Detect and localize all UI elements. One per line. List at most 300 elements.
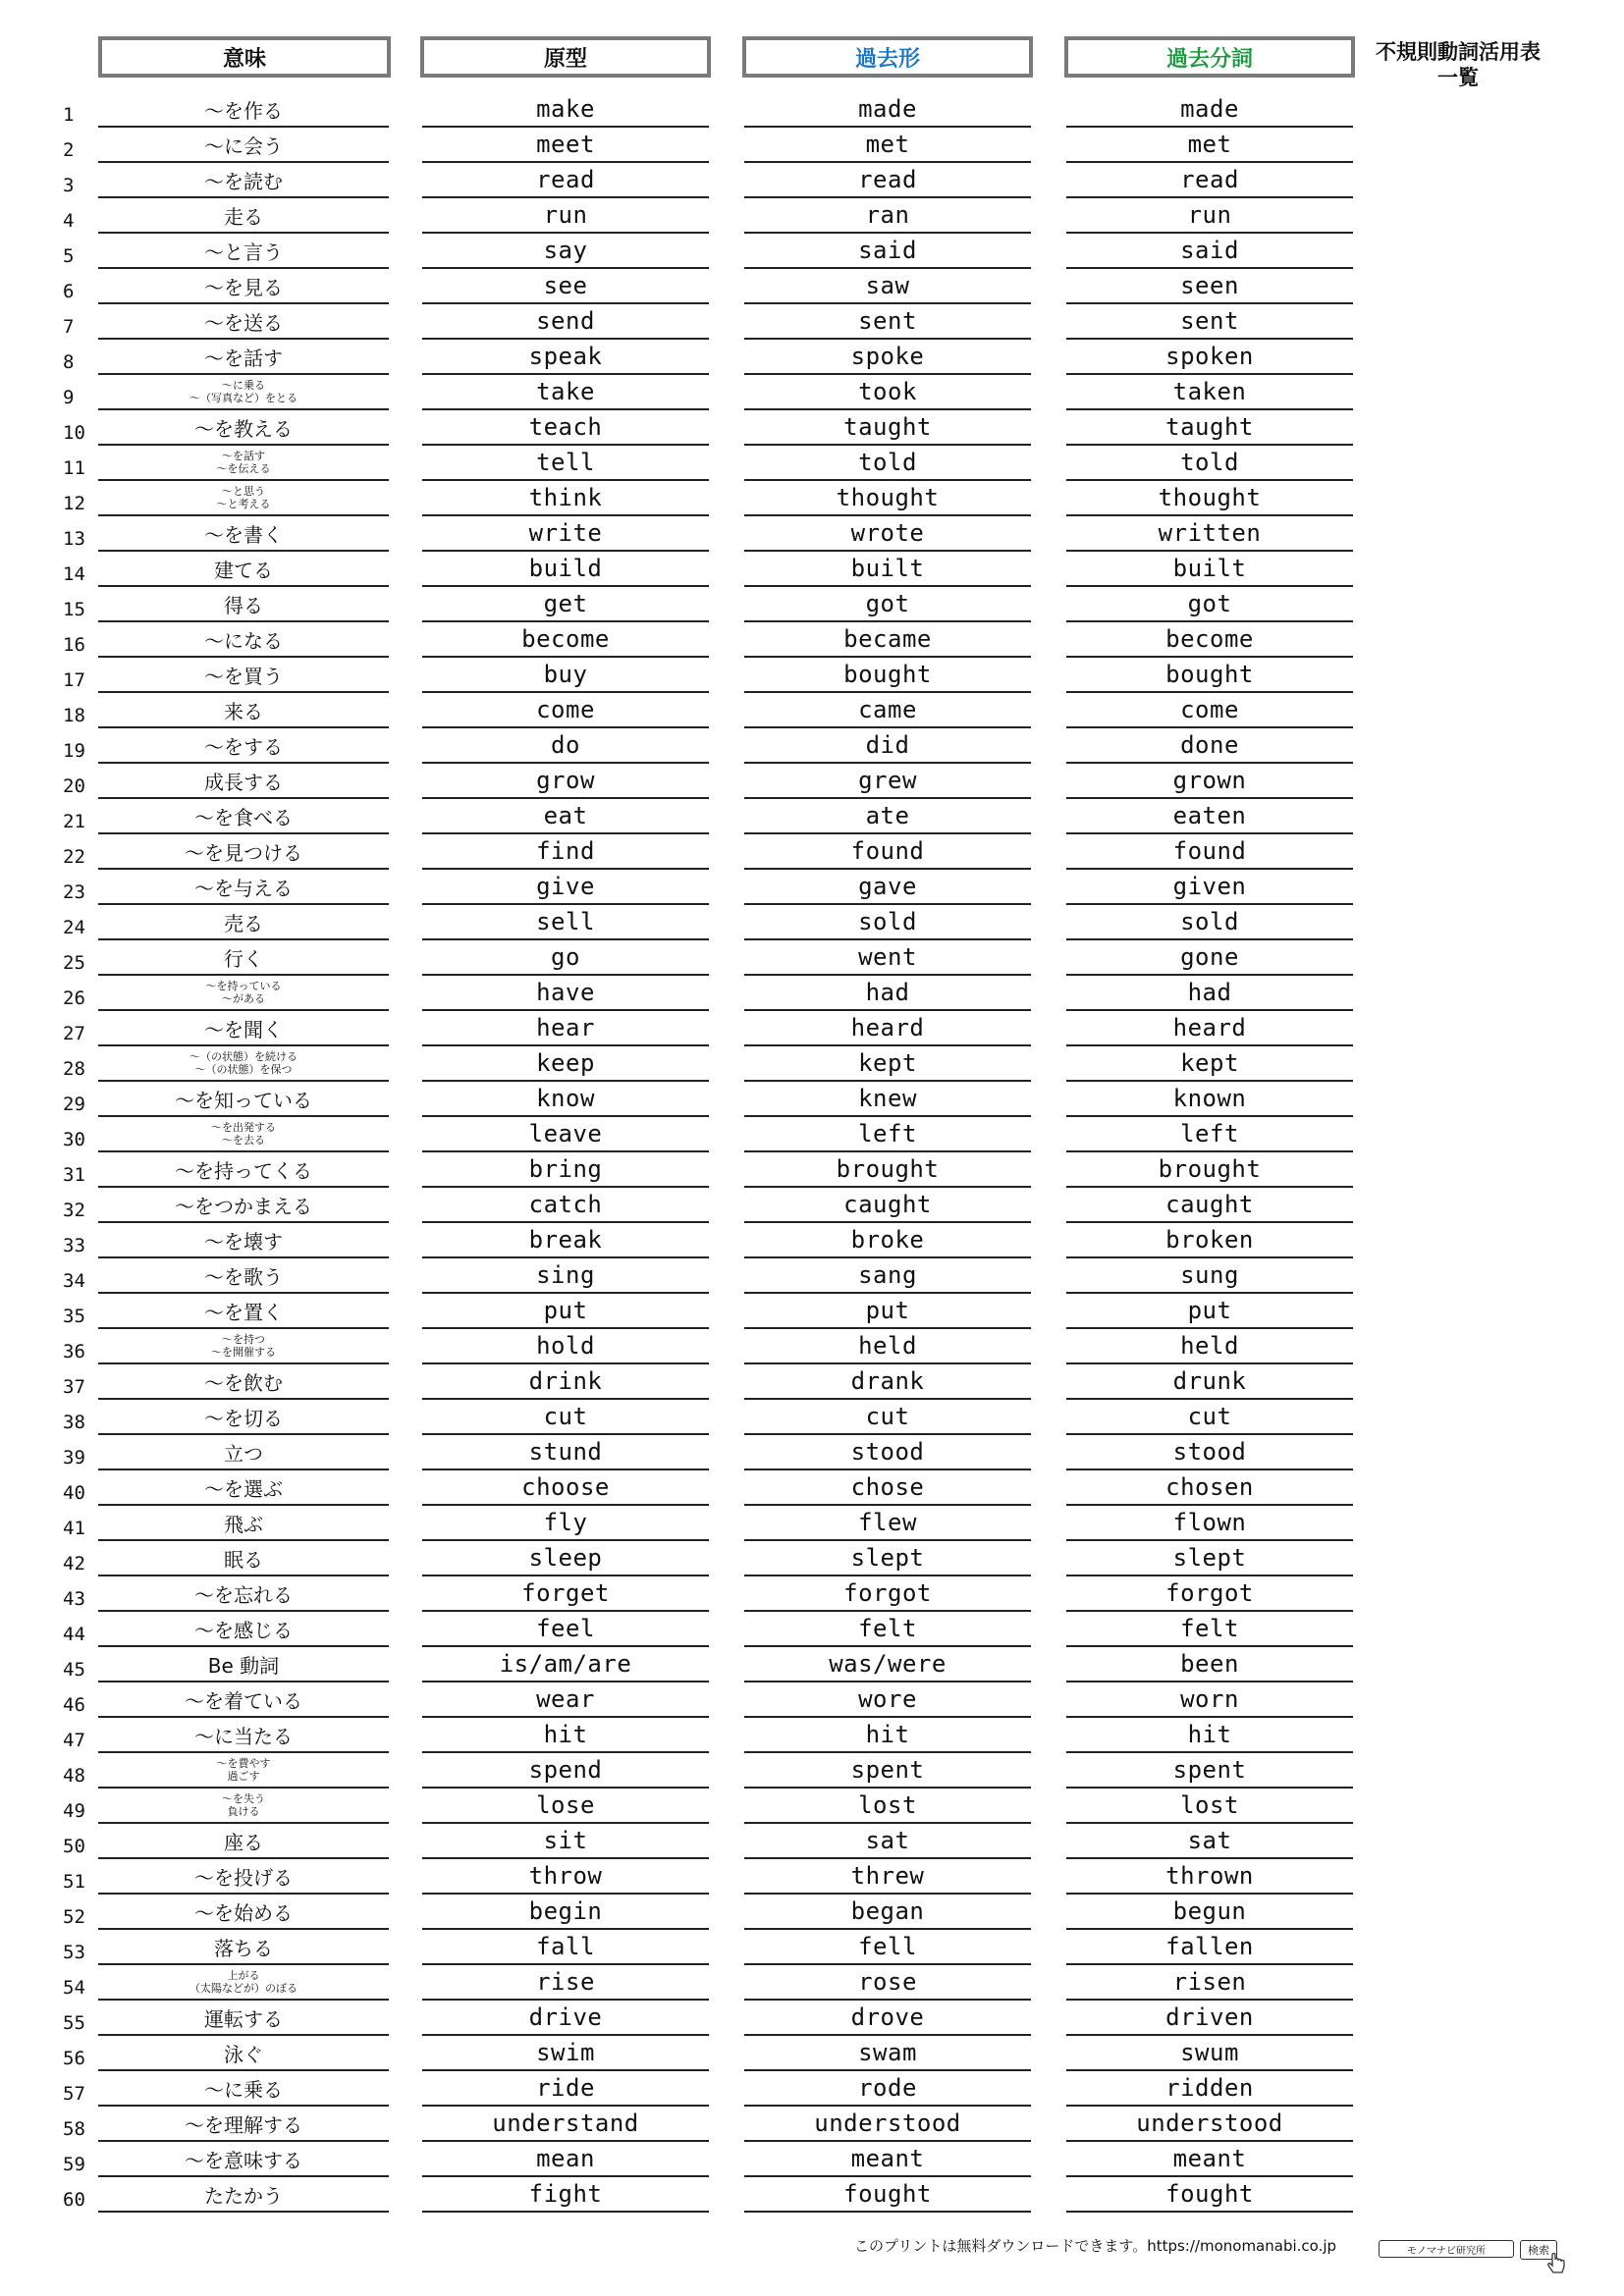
- meaning-cell: [98, 693, 389, 728]
- row-number: 23: [63, 881, 85, 903]
- base-form-cell: rise: [422, 1965, 709, 2001]
- meaning-text: ～を教える: [194, 416, 293, 441]
- base-form-cell: sing: [422, 1258, 709, 1294]
- meaning-text: ～を忘れる: [194, 1582, 293, 1607]
- meaning-text: ～に会う: [204, 133, 283, 158]
- base-form-cell: catch: [422, 1188, 709, 1223]
- past-cell: heard: [744, 1011, 1031, 1046]
- meaning-cell: [98, 905, 389, 940]
- table-row: [0, 2177, 1624, 2213]
- past-participle-cell: driven: [1066, 2001, 1353, 2036]
- row-number: 44: [63, 1624, 85, 1645]
- past-participle-cell: chosen: [1066, 1470, 1353, 1506]
- base-form-cell: bring: [422, 1152, 709, 1188]
- row-number: 52: [63, 1906, 85, 1928]
- row-number: 43: [63, 1588, 85, 1610]
- past-cell: said: [744, 234, 1031, 269]
- row-number: 54: [63, 1977, 85, 1999]
- base-form-cell: know: [422, 1082, 709, 1117]
- past-cell: told: [744, 446, 1031, 481]
- past-cell: found: [744, 834, 1031, 870]
- past-participle-cell: sold: [1066, 905, 1353, 940]
- table-row: [0, 1046, 1624, 1082]
- past-participle-cell: hit: [1066, 1718, 1353, 1753]
- row-number: 6: [63, 281, 75, 302]
- row-number: 4: [63, 210, 75, 232]
- table-row: [0, 269, 1624, 304]
- past-cell: had: [744, 976, 1031, 1011]
- past-cell: understood: [744, 2107, 1031, 2142]
- row-number: 28: [63, 1058, 85, 1080]
- row-number: 22: [63, 846, 85, 868]
- past-cell: read: [744, 163, 1031, 198]
- meaning-text: ～になる: [204, 628, 283, 653]
- past-cell: ran: [744, 198, 1031, 234]
- past-cell: fell: [744, 1930, 1031, 1965]
- table-row: [0, 234, 1624, 269]
- table-row: [0, 2107, 1624, 2142]
- table-row: [0, 1682, 1624, 1718]
- past-cell: thought: [744, 481, 1031, 516]
- meaning-text: ～を着ている: [185, 1688, 302, 1713]
- past-cell: got: [744, 587, 1031, 622]
- meaning-cell: [98, 2142, 389, 2177]
- site-logo[interactable]: モノマナビ研究所: [1379, 2240, 1514, 2258]
- meaning-text: ～に当たる: [194, 1724, 293, 1748]
- meaning-cell: [98, 1612, 389, 1647]
- base-form-cell: understand: [422, 2107, 709, 2142]
- base-form-cell: sell: [422, 905, 709, 940]
- meaning-cell: [98, 1718, 389, 1753]
- meaning-cell: [98, 1895, 389, 1930]
- past-participle-cell: taken: [1066, 375, 1353, 410]
- meaning-cell: [98, 269, 389, 304]
- meaning-text: 得る: [224, 593, 263, 617]
- past-participle-cell: built: [1066, 552, 1353, 587]
- past-cell: was/were: [744, 1647, 1031, 1682]
- table-row: [0, 1152, 1624, 1188]
- meaning-text: 運転する: [204, 2006, 283, 2031]
- meaning-text: ～に乗る: [204, 2077, 283, 2102]
- meaning-text: ～を始める: [194, 1900, 293, 1925]
- past-cell: lost: [744, 1789, 1031, 1824]
- meaning-cell: [98, 1541, 389, 1576]
- meaning-text: ～を読む: [204, 169, 283, 193]
- row-number: 18: [63, 705, 85, 726]
- past-participle-cell: found: [1066, 834, 1353, 870]
- row-number: 53: [63, 1942, 85, 1963]
- past-participle-cell: worn: [1066, 1682, 1353, 1718]
- base-form-cell: sleep: [422, 1541, 709, 1576]
- meaning-cell: [98, 2071, 389, 2107]
- past-cell: bought: [744, 658, 1031, 693]
- meaning-text: 落ちる: [214, 1936, 273, 1960]
- meaning-cell: [98, 163, 389, 198]
- table-row: [0, 693, 1624, 728]
- meaning-cell: [98, 1223, 389, 1258]
- past-participle-cell: held: [1066, 1329, 1353, 1364]
- past-participle-cell: fought: [1066, 2177, 1353, 2213]
- table-row: [0, 1789, 1624, 1824]
- meaning-text: ～を持ってくる: [175, 1158, 312, 1183]
- table-row: [0, 1400, 1624, 1435]
- meaning-text: ～を切る: [204, 1406, 283, 1430]
- past-participle-cell: come: [1066, 693, 1353, 728]
- meaning-text: ～（写真など）をとる: [189, 392, 298, 404]
- past-cell: became: [744, 622, 1031, 658]
- meaning-text: ～を与える: [194, 876, 293, 900]
- meaning-text: ～を置く: [204, 1300, 283, 1324]
- base-form-cell: run: [422, 198, 709, 234]
- meaning-cell: [98, 1011, 389, 1046]
- header-base-form: 原型: [420, 36, 711, 78]
- past-participle-cell: slept: [1066, 1541, 1353, 1576]
- base-form-cell: make: [422, 92, 709, 128]
- base-form-cell: choose: [422, 1470, 709, 1506]
- past-participle-cell: known: [1066, 1082, 1353, 1117]
- base-form-cell: drive: [422, 2001, 709, 2036]
- row-number: 55: [63, 2012, 85, 2034]
- past-participle-cell: had: [1066, 976, 1353, 1011]
- past-cell: came: [744, 693, 1031, 728]
- row-number: 17: [63, 669, 85, 691]
- base-form-cell: eat: [422, 799, 709, 834]
- meaning-text: 来る: [224, 699, 263, 723]
- table-row: [0, 2036, 1624, 2071]
- row-number: 60: [63, 2189, 85, 2211]
- table-row: [0, 1895, 1624, 1930]
- base-form-cell: build: [422, 552, 709, 587]
- meaning-cell: [98, 410, 389, 446]
- meaning-text: ～と思う: [222, 485, 265, 498]
- past-cell: grew: [744, 764, 1031, 799]
- past-cell: drank: [744, 1364, 1031, 1400]
- meaning-text: 座る: [224, 1830, 263, 1854]
- meaning-cell: [98, 1258, 389, 1294]
- table-row: [0, 1541, 1624, 1576]
- meaning-text: ～を出発する: [211, 1121, 276, 1134]
- past-cell: went: [744, 940, 1031, 976]
- row-number: 59: [63, 2154, 85, 2175]
- table-row: [0, 340, 1624, 375]
- meaning-text: ～に乗る: [222, 379, 265, 392]
- past-cell: wrote: [744, 516, 1031, 552]
- base-form-cell: put: [422, 1294, 709, 1329]
- base-form-cell: wear: [422, 1682, 709, 1718]
- past-participle-cell: kept: [1066, 1046, 1353, 1082]
- past-participle-cell: grown: [1066, 764, 1353, 799]
- table-row: [0, 2001, 1624, 2036]
- meaning-text: 成長する: [204, 770, 283, 794]
- meaning-text: ～を歌う: [204, 1264, 283, 1289]
- past-participle-cell: drunk: [1066, 1364, 1353, 1400]
- past-cell: forgot: [744, 1576, 1031, 1612]
- table-row: [0, 1470, 1624, 1506]
- meaning-cell: [98, 1576, 389, 1612]
- past-cell: wore: [744, 1682, 1031, 1718]
- base-form-cell: get: [422, 587, 709, 622]
- meaning-cell: [98, 2107, 389, 2142]
- meaning-cell: [98, 1046, 389, 1082]
- meaning-cell: [98, 375, 389, 410]
- base-form-cell: say: [422, 234, 709, 269]
- past-participle-cell: become: [1066, 622, 1353, 658]
- meaning-text: ～を感じる: [194, 1618, 293, 1642]
- row-number: 33: [63, 1235, 85, 1256]
- sheet-title: [1367, 39, 1549, 90]
- meaning-text: ～を話す: [222, 450, 265, 462]
- past-participle-cell: gone: [1066, 940, 1353, 976]
- base-form-cell: swim: [422, 2036, 709, 2071]
- past-participle-cell: fallen: [1066, 1930, 1353, 1965]
- row-number: 34: [63, 1270, 85, 1292]
- past-participle-cell: sent: [1066, 304, 1353, 340]
- base-form-cell: fall: [422, 1930, 709, 1965]
- row-number: 8: [63, 351, 75, 373]
- base-form-cell: do: [422, 728, 709, 764]
- base-form-cell: hit: [422, 1718, 709, 1753]
- meaning-text: ～を食べる: [194, 805, 293, 829]
- base-form-cell: become: [422, 622, 709, 658]
- row-number: 19: [63, 740, 85, 762]
- past-cell: rode: [744, 2071, 1031, 2107]
- meaning-text: ～をつかまえる: [175, 1194, 312, 1218]
- table-row: [0, 163, 1624, 198]
- base-form-cell: buy: [422, 658, 709, 693]
- row-number: 38: [63, 1412, 85, 1433]
- table-row: [0, 410, 1624, 446]
- meaning-text: ～を選ぶ: [204, 1476, 283, 1501]
- meaning-cell: [98, 1364, 389, 1400]
- row-number: 50: [63, 1836, 85, 1857]
- base-form-cell: mean: [422, 2142, 709, 2177]
- table-row: [0, 1011, 1624, 1046]
- row-number: 37: [63, 1376, 85, 1398]
- meaning-text: 上がる: [227, 1969, 260, 1982]
- past-participle-cell: said: [1066, 234, 1353, 269]
- row-number: 58: [63, 2118, 85, 2140]
- meaning-text: ～を知っている: [175, 1088, 312, 1112]
- past-participle-cell: lost: [1066, 1789, 1353, 1824]
- past-cell: threw: [744, 1859, 1031, 1895]
- base-form-cell: meet: [422, 128, 709, 163]
- meaning-text: たたかう: [204, 2183, 283, 2208]
- table-row: [0, 1930, 1624, 1965]
- table-row: [0, 799, 1624, 834]
- meaning-cell: [98, 764, 389, 799]
- past-cell: left: [744, 1117, 1031, 1152]
- meaning-text: ～がある: [222, 992, 265, 1005]
- meaning-cell: [98, 1824, 389, 1859]
- row-number: 9: [63, 387, 75, 408]
- meaning-text: ～を失う: [222, 1792, 265, 1805]
- past-participle-cell: heard: [1066, 1011, 1353, 1046]
- past-participle-cell: meant: [1066, 2142, 1353, 2177]
- meaning-text: ～（の状態）を保つ: [194, 1063, 293, 1076]
- table-row: [0, 552, 1624, 587]
- table-row: [0, 834, 1624, 870]
- table-row: [0, 1753, 1624, 1789]
- row-number: 56: [63, 2048, 85, 2069]
- meaning-cell: [98, 1682, 389, 1718]
- meaning-text: ～を持つ: [222, 1333, 265, 1346]
- base-form-cell: go: [422, 940, 709, 976]
- base-form-cell: stund: [422, 1435, 709, 1470]
- meaning-cell: [98, 1329, 389, 1364]
- past-cell: sang: [744, 1258, 1031, 1294]
- table-row: [0, 1506, 1624, 1541]
- row-number: 20: [63, 775, 85, 797]
- table-row: [0, 2071, 1624, 2107]
- meaning-text: ～を送る: [204, 310, 283, 335]
- meaning-text: ～を意味する: [185, 2148, 302, 2172]
- table-row: [0, 128, 1624, 163]
- search-button[interactable]: 検索: [1520, 2240, 1557, 2260]
- past-participle-cell: flown: [1066, 1506, 1353, 1541]
- table-row: [0, 1965, 1624, 2001]
- meaning-cell: [98, 1965, 389, 2001]
- meaning-cell: [98, 587, 389, 622]
- meaning-text: 立つ: [224, 1441, 263, 1466]
- past-cell: rose: [744, 1965, 1031, 2001]
- past-cell: spent: [744, 1753, 1031, 1789]
- past-participle-cell: met: [1066, 128, 1353, 163]
- base-form-cell: fly: [422, 1506, 709, 1541]
- base-form-cell: find: [422, 834, 709, 870]
- past-cell: stood: [744, 1435, 1031, 1470]
- past-participle-cell: thought: [1066, 481, 1353, 516]
- past-participle-cell: made: [1066, 92, 1353, 128]
- meaning-cell: [98, 92, 389, 128]
- meaning-cell: [98, 834, 389, 870]
- row-number: 29: [63, 1094, 85, 1115]
- meaning-cell: [98, 728, 389, 764]
- row-number: 30: [63, 1129, 85, 1150]
- meaning-text: ～を開催する: [211, 1346, 276, 1359]
- row-number: 10: [63, 422, 85, 444]
- table-row: [0, 1117, 1624, 1152]
- row-number: 11: [63, 457, 85, 479]
- base-form-cell: lose: [422, 1789, 709, 1824]
- meaning-text: ～（の状態）を続ける: [189, 1050, 298, 1063]
- table-row: [0, 905, 1624, 940]
- meaning-text: ～を買う: [204, 664, 283, 688]
- header-past: 過去形: [742, 36, 1033, 78]
- table-row: [0, 870, 1624, 905]
- meaning-cell: [98, 340, 389, 375]
- table-row: [0, 1188, 1624, 1223]
- row-number: 3: [63, 175, 75, 196]
- past-participle-cell: put: [1066, 1294, 1353, 1329]
- base-form-cell: throw: [422, 1859, 709, 1895]
- past-cell: cut: [744, 1400, 1031, 1435]
- meaning-text: 飛ぶ: [224, 1512, 263, 1536]
- row-number: 41: [63, 1518, 85, 1539]
- meaning-text: ～を聞く: [204, 1017, 283, 1041]
- row-number: 2: [63, 139, 75, 161]
- meaning-text: ～を壊す: [204, 1229, 283, 1254]
- table-row: [0, 1329, 1624, 1364]
- meaning-text: 走る: [224, 204, 263, 229]
- meaning-cell: [98, 1117, 389, 1152]
- meaning-cell: [98, 2177, 389, 2213]
- table-row: [0, 622, 1624, 658]
- row-number: 35: [63, 1306, 85, 1327]
- base-form-cell: hold: [422, 1329, 709, 1364]
- row-number: 32: [63, 1200, 85, 1221]
- table-row: [0, 1718, 1624, 1753]
- past-participle-cell: eaten: [1066, 799, 1353, 834]
- meaning-cell: [98, 1082, 389, 1117]
- past-participle-cell: written: [1066, 516, 1353, 552]
- meaning-text: ～をする: [204, 734, 283, 759]
- meaning-text: ～を話す: [204, 346, 283, 370]
- table-row: [0, 516, 1624, 552]
- past-cell: held: [744, 1329, 1031, 1364]
- past-participle-cell: taught: [1066, 410, 1353, 446]
- meaning-cell: [98, 2036, 389, 2071]
- past-participle-cell: done: [1066, 728, 1353, 764]
- table-row: [0, 1364, 1624, 1400]
- base-form-cell: is/am/are: [422, 1647, 709, 1682]
- past-cell: hit: [744, 1718, 1031, 1753]
- meaning-text: 行く: [224, 946, 263, 971]
- past-participle-cell: caught: [1066, 1188, 1353, 1223]
- base-form-cell: break: [422, 1223, 709, 1258]
- past-participle-cell: broken: [1066, 1223, 1353, 1258]
- base-form-cell: forget: [422, 1576, 709, 1612]
- base-form-cell: write: [422, 516, 709, 552]
- past-participle-cell: read: [1066, 163, 1353, 198]
- meaning-text: 建てる: [214, 558, 273, 582]
- past-participle-cell: spent: [1066, 1753, 1353, 1789]
- row-number: 21: [63, 811, 85, 832]
- meaning-cell: [98, 976, 389, 1011]
- header-meaning: 意味: [98, 36, 391, 78]
- past-participle-cell: been: [1066, 1647, 1353, 1682]
- table-row: [0, 2142, 1624, 2177]
- base-form-cell: see: [422, 269, 709, 304]
- past-cell: saw: [744, 269, 1031, 304]
- past-participle-cell: got: [1066, 587, 1353, 622]
- meaning-cell: [98, 1753, 389, 1789]
- base-form-cell: tell: [422, 446, 709, 481]
- base-form-cell: spend: [422, 1753, 709, 1789]
- meaning-text: ～を飲む: [204, 1370, 283, 1395]
- past-cell: sold: [744, 905, 1031, 940]
- sheet-title-line: 一覧: [1437, 66, 1479, 89]
- past-cell: met: [744, 128, 1031, 163]
- meaning-cell: [98, 1470, 389, 1506]
- meaning-cell: [98, 1647, 389, 1682]
- meaning-text: 泳ぐ: [224, 2042, 263, 2066]
- meaning-text: ～を見つける: [185, 840, 302, 865]
- row-number: 39: [63, 1447, 85, 1468]
- table-row: [0, 728, 1624, 764]
- meaning-text: ～を伝える: [216, 462, 271, 475]
- past-cell: fought: [744, 2177, 1031, 2213]
- past-participle-cell: ridden: [1066, 2071, 1353, 2107]
- table-row: [0, 1082, 1624, 1117]
- meaning-cell: [98, 481, 389, 516]
- meaning-cell: [98, 552, 389, 587]
- past-cell: gave: [744, 870, 1031, 905]
- past-participle-cell: stood: [1066, 1435, 1353, 1470]
- meaning-text: ～を持っている: [205, 980, 282, 992]
- verb-table: [0, 92, 1624, 2213]
- meaning-cell: [98, 1859, 389, 1895]
- meaning-text: 売る: [224, 911, 263, 935]
